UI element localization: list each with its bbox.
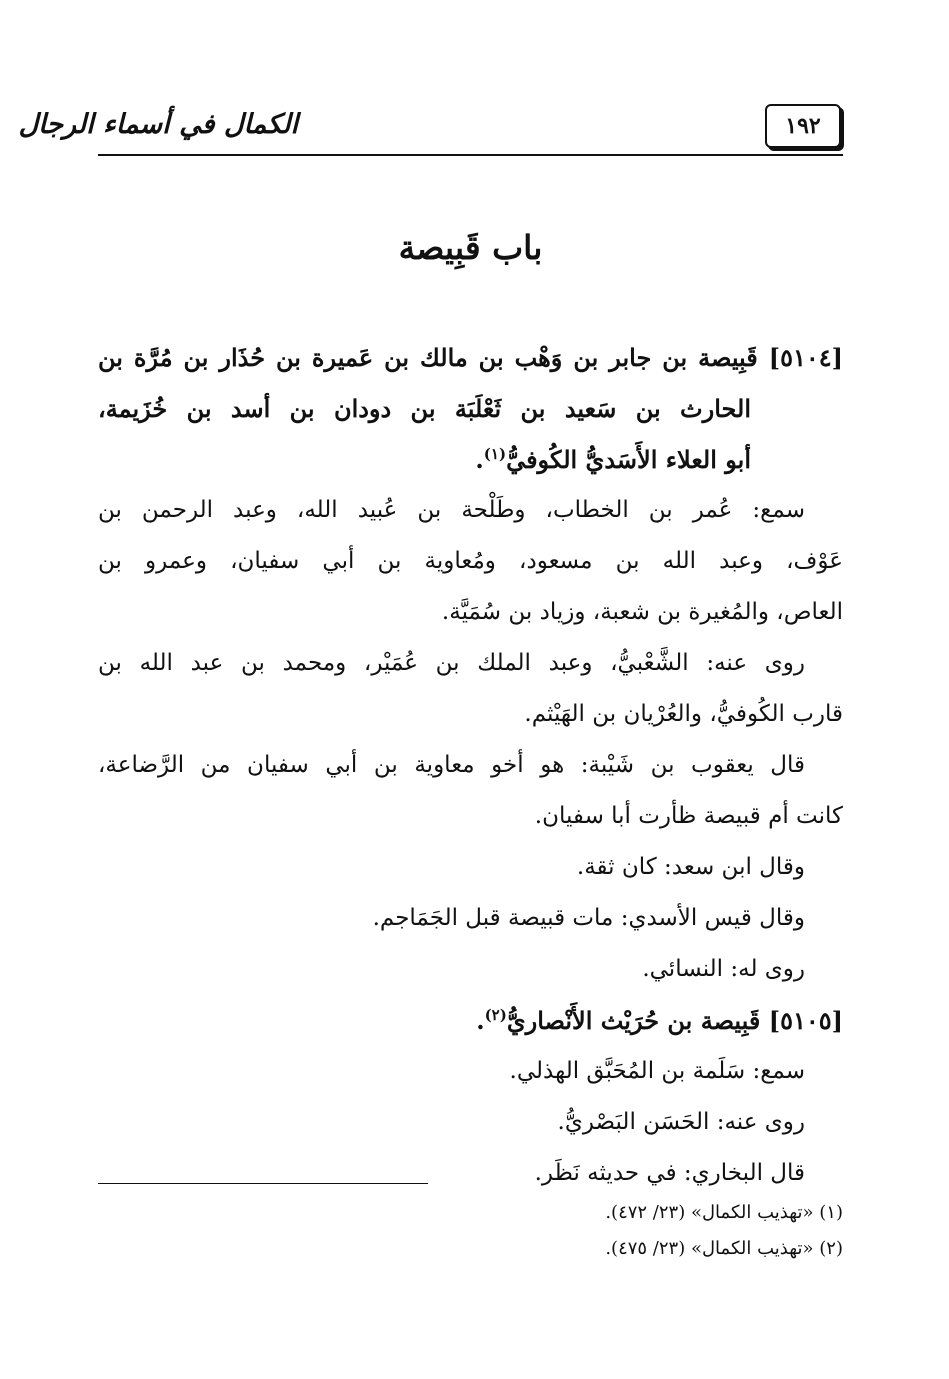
footnote-marker: (١) [483, 445, 507, 463]
footnote: (٢) «تهذيب الكمال» (٢٣/ ٤٧٥). [605, 1238, 843, 1259]
entry-heading-text: [٥١٠٥] قَبِيصة بن حُرَيْث الأَنْصاريُّ [506, 1006, 843, 1035]
chapter-title: باب قَبِيصة [398, 228, 543, 267]
footnote-rule [98, 1183, 428, 1184]
body-line: سمع: سَلَمة بن المُحَبَّق الهذلي. [509, 1058, 805, 1084]
body-line: روى له: النسائي. [642, 956, 805, 982]
entry-heading-text: أبو العلاء الأَسَديُّ الكُوفيُّ [506, 445, 751, 474]
header-rule [98, 154, 843, 156]
body-line: قال يعقوب بن شَيْبة: هو أخو معاوية بن أبي سفيان من الرَّضاعة، [98, 752, 805, 778]
body-line: وقال قيس الأسدي: مات قبيصة قبل الجَمَاجم. [372, 905, 805, 931]
body-line: العاص، والمُغيرة بن شعبة، وزياد بن سُمَيَّة. [441, 599, 843, 625]
body-line: وقال ابن سعد: كان ثقة. [576, 854, 805, 880]
footnotes [98, 1195, 843, 1267]
running-title: الكمال في أسماء الرجال [18, 109, 298, 140]
main-text [98, 332, 843, 1199]
page-number: ١٩٢ [765, 104, 841, 148]
entry-heading-line [98, 995, 843, 1046]
body-line: عَوْف، وعبد الله بن مسعود، ومُعاوية بن أبي سفيان، وعمرو بن [98, 548, 843, 574]
body-line: كانت أم قبيصة ظأرت أبا سفيان. [534, 803, 843, 829]
entry-heading-line [98, 434, 843, 485]
entry-heading-line: [٥١٠٤] قَبِيصة بن جابر بن وَهْب بن مالك بن عَميرة بن حُذَار بن مُرَّة بن [98, 343, 843, 372]
running-header [18, 98, 843, 156]
body-line: سمع: عُمر بن الخطاب، وطَلْحة بن عُبيد الله، وعبد الرحمن بن [98, 497, 805, 523]
entry-heading-end: . [475, 445, 484, 474]
entry-heading-line: الحارث بن سَعيد بن ثَعْلَبَة بن دودان بن أسد بن خُزَيمة، [98, 394, 751, 423]
footnote: (١) «تهذيب الكمال» (٢٣/ ٤٧٢). [605, 1202, 843, 1223]
footnote-marker: (٢) [484, 1006, 507, 1024]
body-line: روى عنه: الشَّعْبيُّ، وعبد الملك بن عُمَيْر، ومحمد بن عبد الله بن [98, 650, 805, 676]
entry-heading-end: . [476, 1006, 485, 1035]
body-line: قال البخاري: في حديثه نَظَر. [534, 1160, 805, 1186]
body-line: روى عنه: الحَسَن البَصْريُّ. [557, 1109, 805, 1135]
body-line: قارب الكُوفيُّ، والعُرْيان بن الهَيْثم. [524, 701, 843, 727]
